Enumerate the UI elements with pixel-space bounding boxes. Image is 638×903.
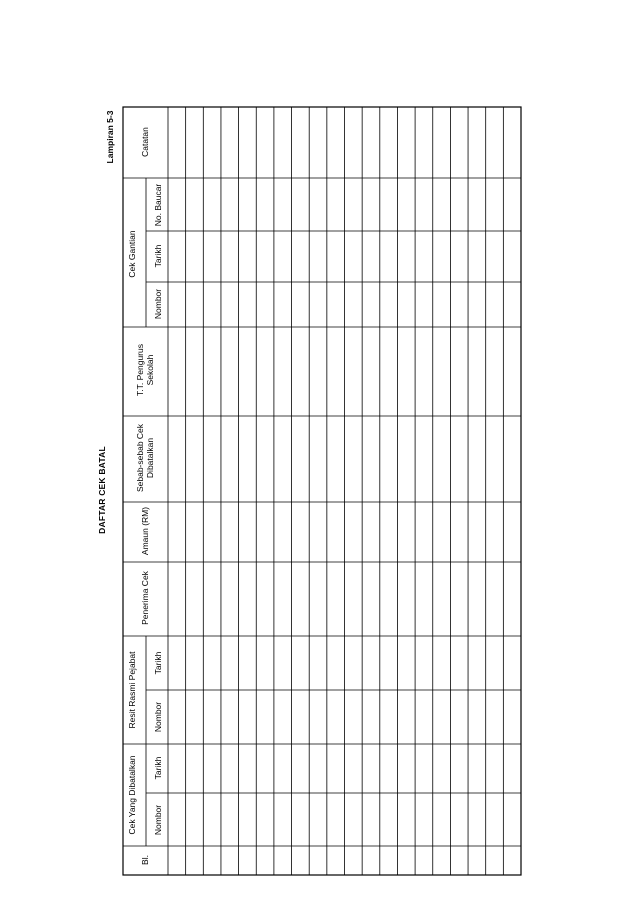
- header-catatan: Catatan: [140, 127, 151, 157]
- header-resit-rasmi-pejabat: Resit Rasmi Pejabat: [127, 651, 138, 729]
- table-border: [123, 107, 521, 875]
- header-resit-tarikh: Tarikh: [153, 651, 164, 675]
- header-tt-pengurus-sekolah: T.T. Pengurus Sekolah: [135, 344, 155, 396]
- header-cek-gantian: Cek Gantian: [127, 230, 138, 278]
- header-sebab-sebab-cek-dibatalkan: Sebab-sebab Cek Dibatalkan: [135, 423, 155, 493]
- document-title: DAFTAR CEK BATAL: [97, 446, 108, 534]
- header-cek-dibatalkan-tarikh: Tarikh: [153, 756, 164, 780]
- header-penerima-cek: Penerima Cek: [140, 571, 151, 625]
- header-cek-yang-dibatalkan: Cek Yang Dibatalkan: [127, 755, 138, 835]
- header-gantian-tarikh: Tarikh: [153, 244, 164, 268]
- header-gantian-no-baucar: No. Baucar: [153, 183, 164, 227]
- header-cek-dibatalkan-nombor: Nombor: [153, 804, 164, 836]
- header-gantian-nombor: Nombor: [153, 288, 164, 320]
- header-bil: Bl.: [140, 855, 151, 865]
- header-amaun: Amaun (RM): [140, 506, 151, 556]
- annex-label: Lampiran 5-3: [105, 110, 116, 164]
- header-resit-nombor: Nombor: [153, 701, 164, 733]
